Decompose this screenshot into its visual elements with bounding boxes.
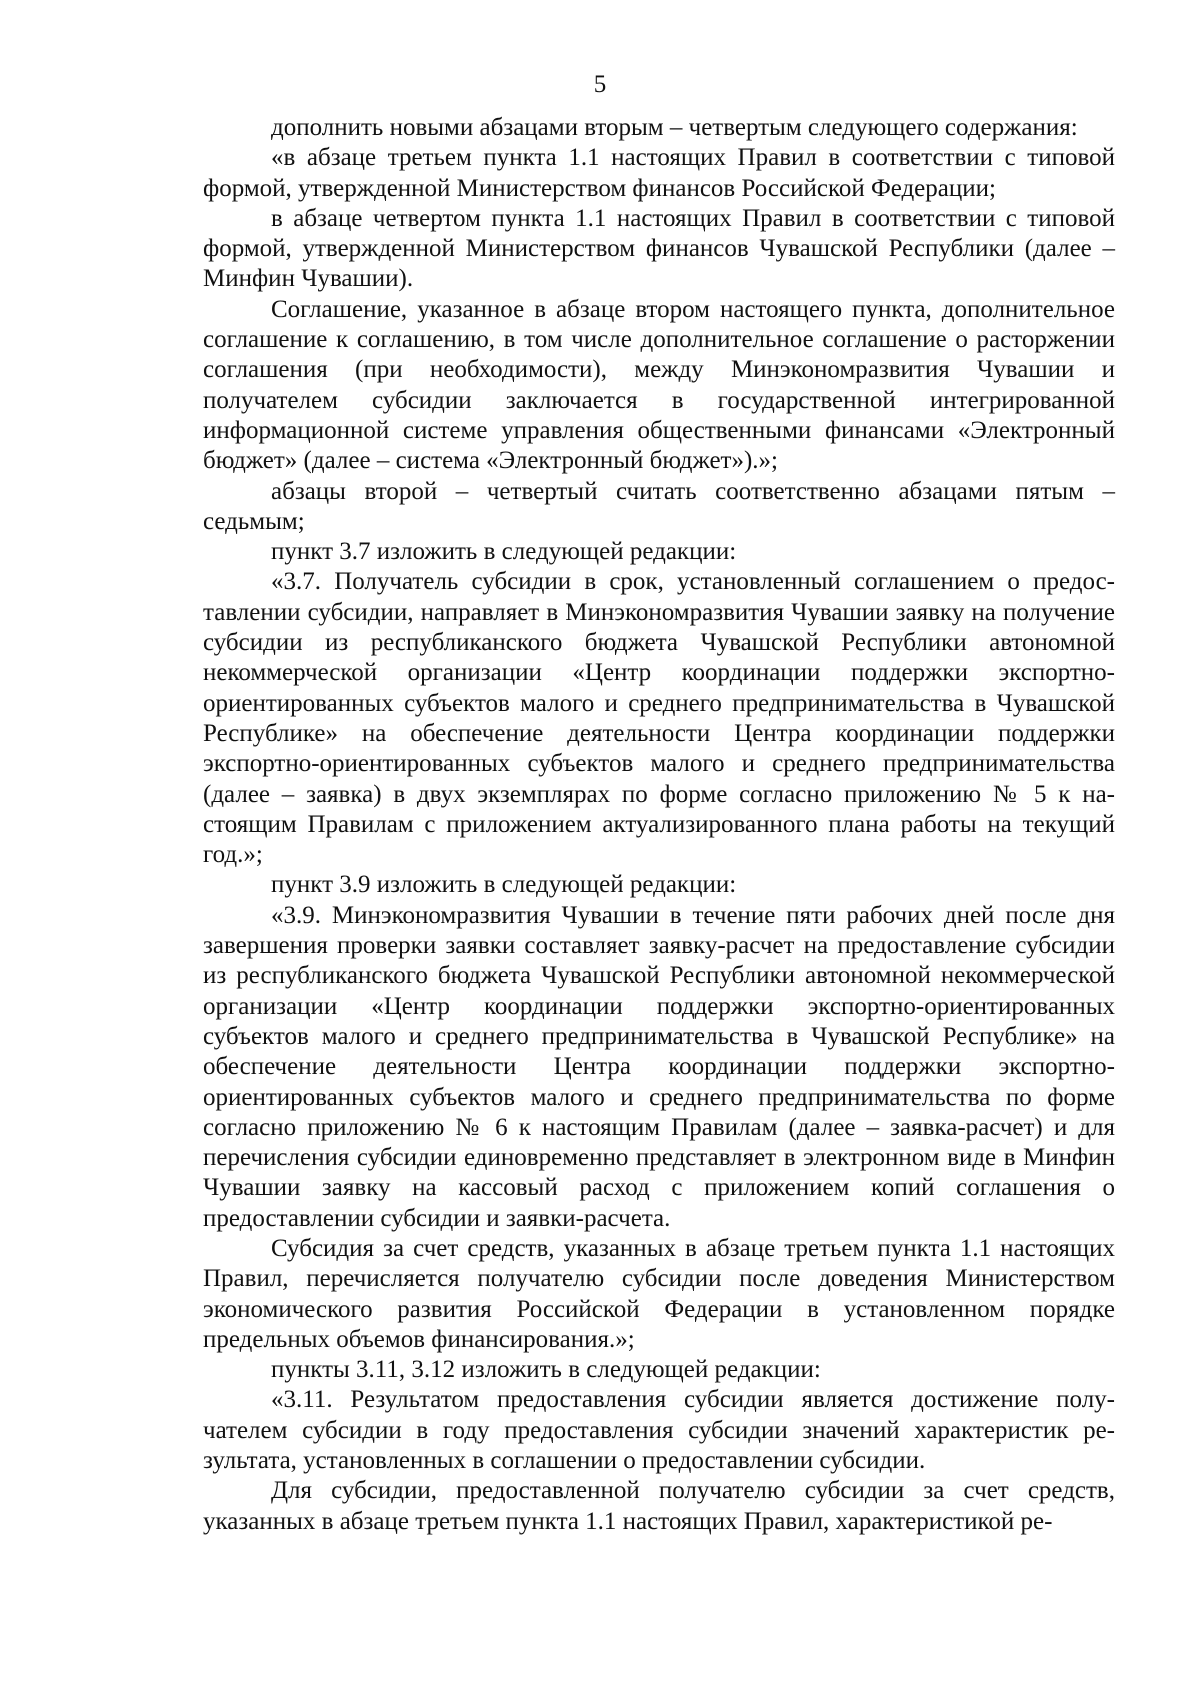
paragraph: «3.11. Результатом предоставления субсидии является достижение получателем субсидии в году предоставления субсидии значений характеристик результата, установленных в соглашении о предоставлении субсидии. <box>203 1386 1115 1475</box>
paragraph: в абзаце четвертом пункта 1.1 настоящих Правил в соответствии с типовой формой, утвержденной Министерством финансов Чувашской Республики (далее – Минфин Чувашии). <box>203 204 1115 293</box>
paragraph: пункт 3.9 изложить в следующей редакции: <box>271 871 737 899</box>
paragraph: «в абзаце третьем пункта 1.1 настоящих Правил в соответствии с типовой формой, утвержденной Министерством финансов Российской Федерации; <box>203 144 1115 202</box>
paragraph: пункты 3.11, 3.12 изложить в следующей редакции: <box>271 1356 821 1384</box>
page-number: 5 <box>593 71 607 98</box>
paragraph: Соглашение, указанное в абзаце втором настоящего пункта, дополнительное соглашение к соглашению, в том числе дополнительное соглашение о расторжении соглашения (при необходимости), между Минэкономразвития Чувашии и получателем субсидии заключается в государственной интегрированной информационной системе управления общественными финансами «Электронный бюджет» (далее – система «Электронный бюджет»).»; <box>203 295 1115 475</box>
paragraph: Для субсидии, предоставленной получателю субсидии за счет средств, указанных в абзаце третьем пункта 1.1 настоящих Правил, характеристикой ре- <box>203 1477 1115 1535</box>
paragraph: «3.9. Минэкономразвития Чувашии в течение пяти рабочих дней после дня завершения проверки заявки составляет заявку-расчет на предоставление субсидии из республиканского бюджета Чувашской Республики автономной некоммерческой организации «Центр координации поддержки экспортно-ориентированных субъектов малого и среднего предпринимательства в Чувашской Республике» на обеспечение деятельности Центра координации поддержки экспортно-ориентированных субъектов малого и среднего предпринимательства по форме согласно приложению № 6 к настоящим Правилам (далее – заявка-расчет) и для перечисления субсидии единовременно представляет в электронном виде в Минфин Чувашии заявку на кассовый расход с приложением копий соглашения о предоставлении субсидии и заявки-расчета. <box>203 901 1115 1232</box>
paragraph: Субсидия за счет средств, указанных в абзаце третьем пункта 1.1 настоящих Правил, перечисляется получателю субсидии после доведения Министерством экономического развития Российской Федерации в установленном порядке предельных объемов финансирования.»; <box>203 1234 1115 1353</box>
paragraph: пункт 3.7 изложить в следующей редакции: <box>271 538 737 566</box>
paragraph: дополнить новыми абзацами вторым – четвертым следующего содержания: <box>271 114 1078 141</box>
document-body <box>203 113 1115 1537</box>
paragraph: «3.7. Получатель субсидии в срок, установленный соглашением о предоставлении субсидии, направляет в Минэкономразвития Чувашии заявку на получение субсидии из республиканского бюджета Чувашской Республики автономной некоммерческой организации «Центр координации поддержки экспортно-ориентированных субъектов малого и среднего предпринимательства в Чувашской Республике» на обеспечение деятельности Центра координации поддержки экспортно-ориентированных субъектов малого и среднего предпринимательства (далее – заявка) в двух экземплярах по форме согласно приложению № 5 к настоящим Правилам с приложением актуализированного плана работы на текущий год.»; <box>203 568 1115 869</box>
paragraph: абзацы второй – четвертый считать соответственно абзацами пятым – седьмым; <box>203 477 1115 535</box>
